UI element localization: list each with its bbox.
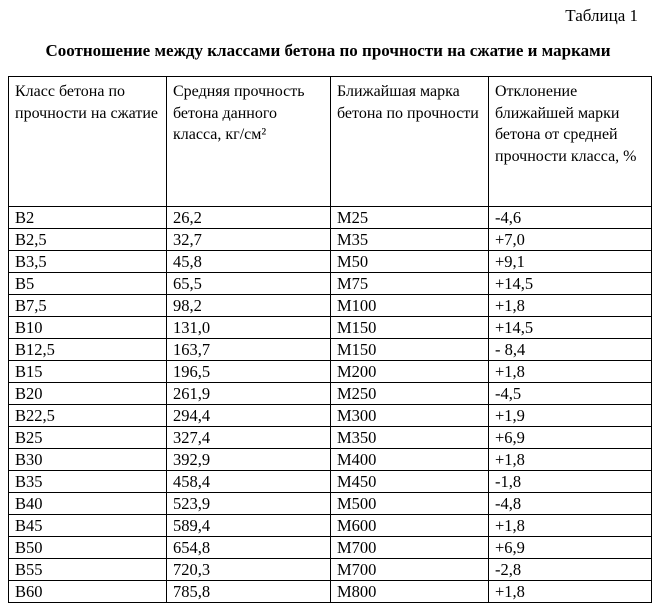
table-row <box>9 273 652 295</box>
grade-cell: М75 <box>331 273 489 295</box>
grade-cell: М250 <box>331 383 489 405</box>
deviation-cell: -4,5 <box>489 383 652 405</box>
strength-cell: 196,5 <box>167 361 331 383</box>
grade-cell: М600 <box>331 515 489 537</box>
deviation-cell: +6,9 <box>489 537 652 559</box>
grade-cell: М150 <box>331 317 489 339</box>
header-cell: Класс бетона по прочности на сжатие <box>9 77 167 207</box>
class-cell: В2,5 <box>9 229 167 251</box>
grade-cell: М700 <box>331 537 489 559</box>
table-title: Соотношение между классами бетона по прочности на сжатие и марками <box>45 41 611 60</box>
strength-cell: 589,4 <box>167 515 331 537</box>
table-row <box>9 229 652 251</box>
strength-cell: 32,7 <box>167 229 331 251</box>
strength-cell: 98,2 <box>167 295 331 317</box>
grade-cell: М700 <box>331 559 489 581</box>
grade-cell: М800 <box>331 581 489 603</box>
class-cell: В45 <box>9 515 167 537</box>
deviation-cell: -4,6 <box>489 207 652 229</box>
class-cell: В12,5 <box>9 339 167 361</box>
class-cell: В15 <box>9 361 167 383</box>
class-cell: В30 <box>9 449 167 471</box>
strength-cell: 392,9 <box>167 449 331 471</box>
class-cell: В20 <box>9 383 167 405</box>
table-row <box>9 559 652 581</box>
table-row <box>9 515 652 537</box>
class-cell: В3,5 <box>9 251 167 273</box>
table-row <box>9 449 652 471</box>
deviation-cell: +14,5 <box>489 317 652 339</box>
class-cell: В7,5 <box>9 295 167 317</box>
deviation-cell: +1,8 <box>489 361 652 383</box>
class-cell: В40 <box>9 493 167 515</box>
table-row <box>9 361 652 383</box>
table-row <box>9 317 652 339</box>
concrete-class-table <box>8 76 652 603</box>
deviation-cell: -1,8 <box>489 471 652 493</box>
header-cell: Ближайшая марка бетона по прочности <box>331 77 489 207</box>
table-row <box>9 383 652 405</box>
strength-cell: 523,9 <box>167 493 331 515</box>
strength-cell: 261,9 <box>167 383 331 405</box>
strength-cell: 65,5 <box>167 273 331 295</box>
table-body <box>9 207 652 603</box>
deviation-cell: -2,8 <box>489 559 652 581</box>
deviation-cell: - 8,4 <box>489 339 652 361</box>
strength-cell: 26,2 <box>167 207 331 229</box>
header-cell: Отклонение ближайшей марки бетона от средней прочности класса, % <box>489 77 652 207</box>
class-cell: В2 <box>9 207 167 229</box>
strength-cell: 720,3 <box>167 559 331 581</box>
table-row <box>9 493 652 515</box>
grade-cell: М25 <box>331 207 489 229</box>
deviation-cell: +1,8 <box>489 295 652 317</box>
grade-cell: М300 <box>331 405 489 427</box>
grade-cell: М450 <box>331 471 489 493</box>
table-row <box>9 295 652 317</box>
deviation-cell: +1,8 <box>489 581 652 603</box>
grade-cell: М100 <box>331 295 489 317</box>
deviation-cell: +9,1 <box>489 251 652 273</box>
deviation-cell: +1,8 <box>489 515 652 537</box>
table-caption: Таблица 1 <box>565 6 638 25</box>
grade-cell: М150 <box>331 339 489 361</box>
grade-cell: М50 <box>331 251 489 273</box>
table-row <box>9 207 652 229</box>
strength-cell: 458,4 <box>167 471 331 493</box>
grade-cell: М35 <box>331 229 489 251</box>
header-cell: Средняя прочность бетона данного класса, кг/см² <box>167 77 331 207</box>
deviation-cell: +7,0 <box>489 229 652 251</box>
table-row <box>9 339 652 361</box>
deviation-cell: +1,8 <box>489 449 652 471</box>
header-row <box>9 77 652 207</box>
class-cell: В35 <box>9 471 167 493</box>
strength-cell: 654,8 <box>167 537 331 559</box>
class-cell: В60 <box>9 581 167 603</box>
grade-cell: М500 <box>331 493 489 515</box>
class-cell: В25 <box>9 427 167 449</box>
table-row <box>9 471 652 493</box>
table-row <box>9 581 652 603</box>
class-cell: В55 <box>9 559 167 581</box>
deviation-cell: +1,9 <box>489 405 652 427</box>
deviation-cell: -4,8 <box>489 493 652 515</box>
strength-cell: 163,7 <box>167 339 331 361</box>
deviation-cell: +14,5 <box>489 273 652 295</box>
strength-cell: 45,8 <box>167 251 331 273</box>
strength-cell: 131,0 <box>167 317 331 339</box>
grade-cell: М200 <box>331 361 489 383</box>
grade-cell: М350 <box>331 427 489 449</box>
class-cell: В10 <box>9 317 167 339</box>
strength-cell: 294,4 <box>167 405 331 427</box>
strength-cell: 785,8 <box>167 581 331 603</box>
deviation-cell: +6,9 <box>489 427 652 449</box>
class-cell: В22,5 <box>9 405 167 427</box>
strength-cell: 327,4 <box>167 427 331 449</box>
table-row <box>9 537 652 559</box>
table-row <box>9 405 652 427</box>
table-row <box>9 427 652 449</box>
grade-cell: М400 <box>331 449 489 471</box>
class-cell: В50 <box>9 537 167 559</box>
table-row <box>9 251 652 273</box>
class-cell: В5 <box>9 273 167 295</box>
